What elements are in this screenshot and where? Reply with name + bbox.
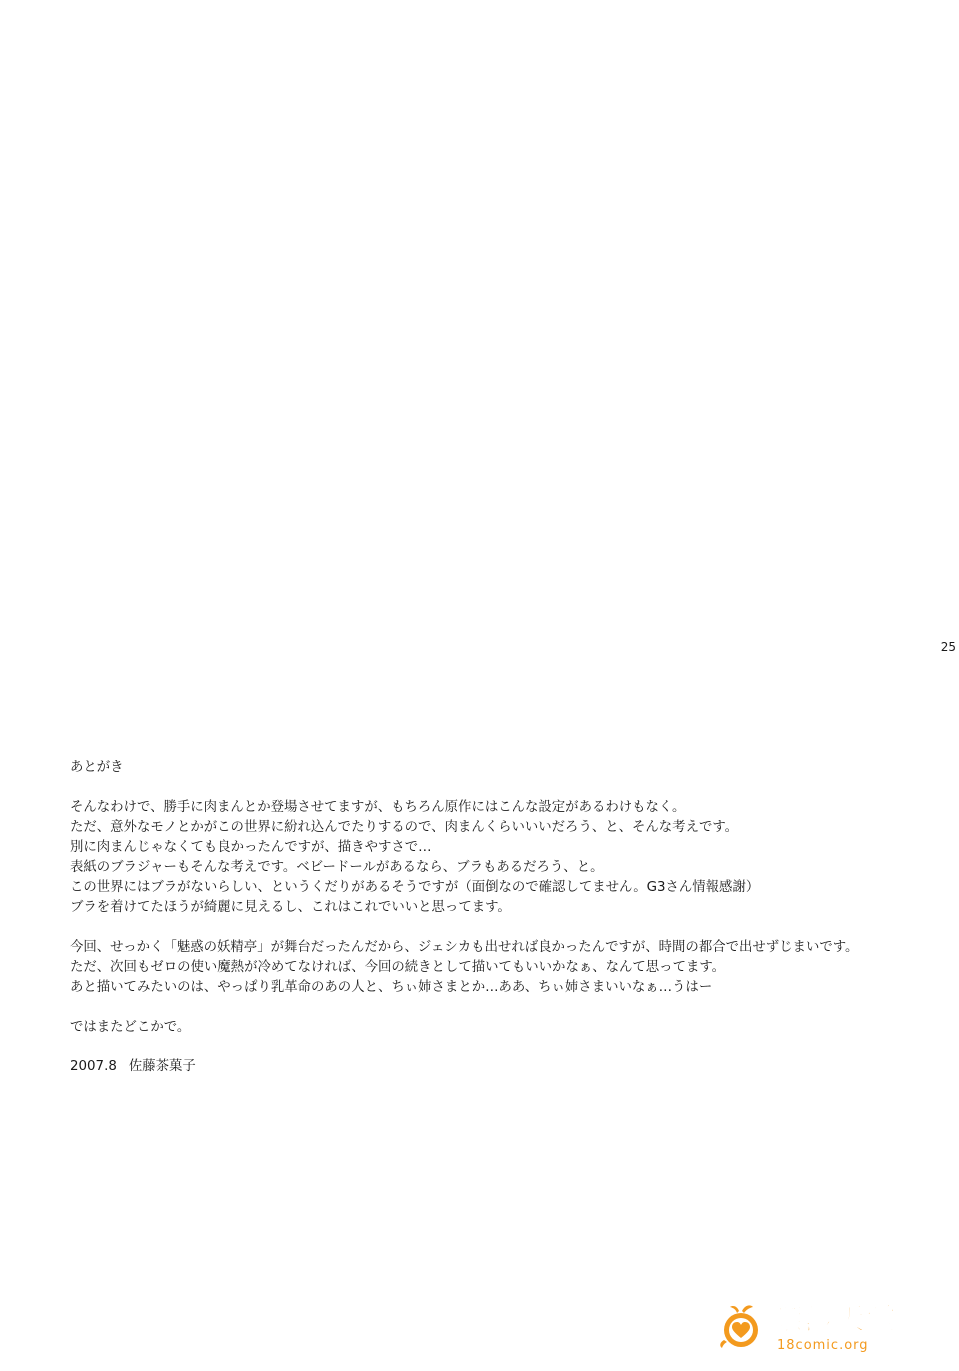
signature-author: 佐藤茶菓子 (128, 1059, 196, 1074)
afterword-paragraph-2 (70, 938, 900, 998)
watermark-url: 18comic.org (777, 1338, 869, 1353)
afterword-paragraph-1 (70, 798, 900, 918)
text-line: ただ、次回もゼロの使い魔熱が冷めてなければ、今回の続きとして描いてもいいかなぁ、なんて思ってます。 (70, 960, 726, 975)
text-line: 今回、せっかく「魅惑の妖精亭」が舞台だったんだから、ジェシカも出せれば良かったんですが、時間の都合で出せずじまいです。 (70, 940, 859, 955)
text-line: そんなわけで、勝手に肉まんとか登場させてますが、もちろん原作にはこんな設定があるわけもなく。 (70, 800, 686, 815)
text-line: ブラを着けてたほうが綺麗に見えるし、これはこれでいいと思ってます。 (70, 900, 511, 915)
signature (70, 1057, 900, 1077)
text-line: 別に肉まんじゃなくても良かったんですが、描きやすさで… (70, 840, 432, 855)
page-number: 25 (940, 640, 956, 654)
text-line: この世界にはブラがないらしい、というくだりがあるそうですが（面倒なので確認してません。G3さん情報感謝） (70, 880, 760, 895)
text-line: ただ、意外なモノとかがこの世界に紛れ込んでたりするので、肉まんくらいいいだろう、と、そんな考えです。 (70, 820, 739, 835)
text-line: あと描いてみたいのは、やっぱり乳革命のあの人と、ちぃ姉さまとか…ああ、ちぃ姉さまいいなぁ…うはー (70, 980, 713, 995)
signature-date: 2007.8 (70, 1059, 117, 1074)
afterword (70, 758, 900, 1077)
watermark (717, 1302, 917, 1357)
watermark-title: 禁漫天堂 (773, 1302, 897, 1337)
orange-mascot-icon (717, 1302, 765, 1350)
text-line: 表紙のブラジャーもそんな考えです。ベビードールがあるなら、ブラもあるだろう、と。 (70, 860, 604, 875)
afterword-closing: ではまたどこかで。 (70, 1020, 191, 1035)
afterword-heading: あとがき (70, 760, 124, 775)
